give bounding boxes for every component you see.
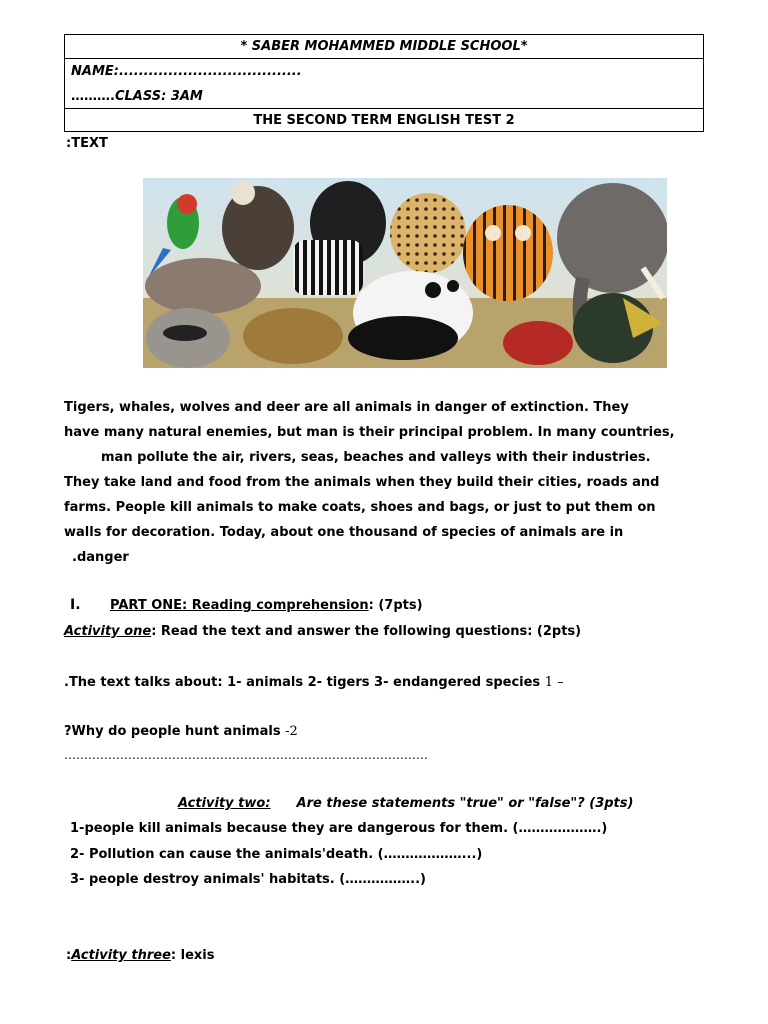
passage-line: They take land and food from the animals when they build their cities, roads and (64, 475, 660, 490)
activity-two-instruction: Are these statements "true" or "false"? (3pts) (296, 796, 634, 811)
activity-two-label: Activity two: (178, 796, 271, 811)
part-one-numeral: I. (70, 597, 81, 613)
question-two-text: ?Why do people hunt animals (64, 724, 281, 739)
question-one (64, 675, 564, 690)
activity-one-label: Activity one (64, 624, 152, 639)
activity-one-instruction: : Read the text and answer the following questions: (2pts) (151, 624, 582, 639)
activity-three-rest: : lexis (170, 948, 215, 963)
question-one-number: 1 – (544, 675, 564, 690)
text-label: :TEXT (66, 136, 108, 151)
answer-dots: ….…………………………………………………………………………… (64, 748, 428, 762)
class-dots: ………. (71, 89, 115, 104)
activity-three-label: Activity three (71, 948, 171, 963)
passage-line: Tigers, whales, wolves and deer are all animals in danger of extinction. They (64, 400, 629, 415)
passage-line: have many natural enemies, but man is their principal problem. In many countries, (64, 425, 675, 440)
part-one-points: : (7pts) (368, 598, 423, 613)
school-name: * SABER MOHAMMED MIDDLE SCHOOL* (65, 35, 703, 59)
passage-line: .danger (72, 550, 129, 565)
reading-passage (64, 395, 754, 570)
question-two-number: -2 (285, 724, 298, 739)
part-one-heading (110, 598, 423, 613)
statement-2: 2- Pollution can cause the animals'death. (………………...) (70, 847, 483, 862)
statement-3: 3- people destroy animals' habitats. (……………..) (70, 872, 426, 887)
question-two (64, 724, 298, 739)
class-line (65, 84, 703, 109)
endangered-animals-picture (143, 178, 667, 368)
name-line: NAME:..................................... (71, 64, 302, 79)
activity-three-heading (66, 948, 214, 963)
passage-line: man pollute the air, rivers, seas, beaches and valleys with their industries. (101, 450, 651, 465)
animals-collage-icon (143, 178, 667, 368)
test-title: THE SECOND TERM ENGLISH TEST 2 (253, 113, 515, 128)
header-table (64, 34, 704, 132)
part-one-title: PART ONE: Reading comprehension (110, 598, 369, 613)
question-one-text: .The text talks about: 1- animals 2- tigers 3- endangered species (64, 675, 541, 690)
statement-1: 1-people kill animals because they are dangerous for them. (……………….) (70, 821, 608, 836)
passage-line: farms. People kill animals to make coats, shoes and bags, or just to put them on (64, 500, 656, 515)
activity-three-prefix: : (66, 948, 72, 963)
passage-line: walls for decoration. Today, about one thousand of species of animals are in (64, 525, 624, 540)
activity-one-heading (64, 624, 581, 639)
class-label: CLASS: 3AM (114, 89, 203, 104)
activity-two-heading (178, 796, 633, 811)
